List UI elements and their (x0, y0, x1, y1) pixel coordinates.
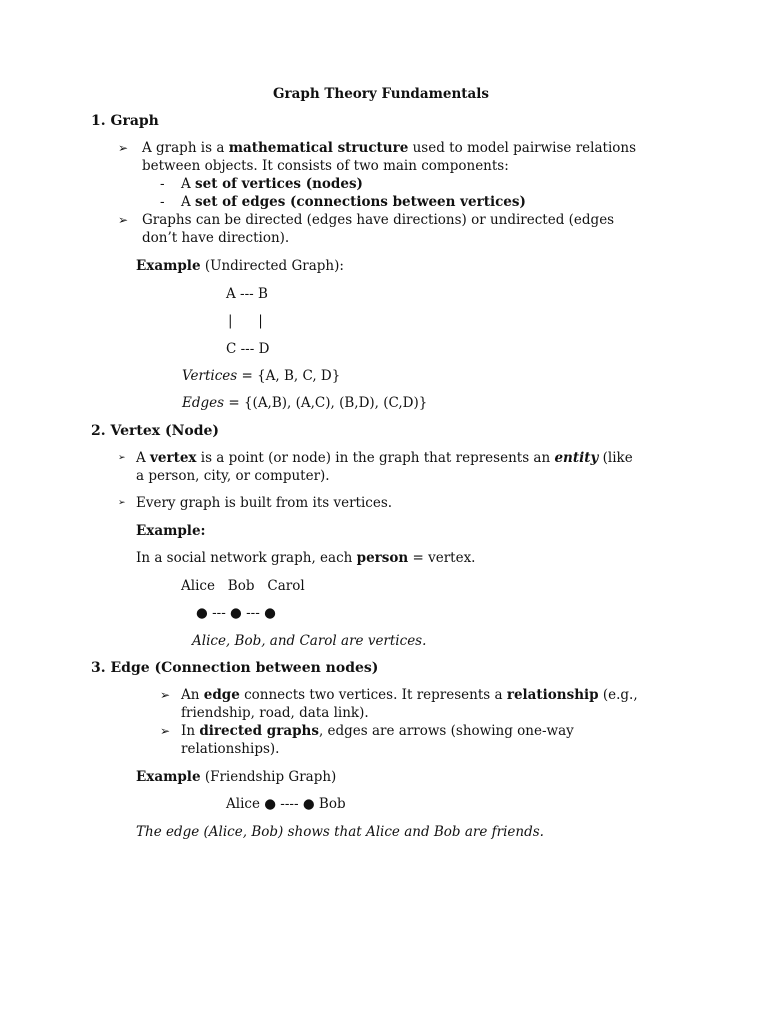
example-vertex-label: Example: (136, 523, 206, 539)
bullet-arrow-icon: ➢ (118, 141, 129, 155)
vertex-names: Alice Bob Carol (181, 578, 305, 594)
directed-graph-line1: In directed graphs, edges are arrows (showing one-way (181, 723, 574, 739)
bullet-arrow-icon: ➢ (118, 498, 126, 508)
component-edges: A set of edges (connections between vertices) (181, 194, 526, 210)
graph-definition-line2: between objects. It consists of two main components: (142, 158, 509, 174)
bullet-arrow-icon: ➢ (118, 213, 129, 227)
edges-set: Edges = {(A,B), (A,C), (B,D), (C,D)} (182, 395, 428, 411)
dash-bullet-icon: - (160, 176, 165, 192)
social-network-line: In a social network graph, each person = vertex. (136, 550, 476, 566)
bullet-arrow-icon: ➢ (160, 724, 171, 738)
section-heading-graph: 1. Graph (91, 113, 159, 129)
vertex-dots-diagram: ● --- ● --- ● (196, 605, 276, 621)
diagram-row-cd: C --- D (226, 341, 270, 357)
dash-bullet-icon: - (160, 194, 165, 210)
directed-graph-line2: relationships). (181, 741, 280, 757)
example-friendship-label: Example (Friendship Graph) (136, 769, 337, 785)
edge-definition-line2: friendship, road, data link). (181, 705, 369, 721)
diagram-row-ab: A --- B (226, 286, 268, 302)
section-heading-edge: 3. Edge (Connection between nodes) (91, 660, 379, 676)
vertex-definition-line1: A vertex is a point (or node) in the graph that represents an entity (like (136, 450, 633, 466)
friendship-diagram: Alice ● ---- ● Bob (226, 796, 346, 812)
vertex-built-line: Every graph is built from its vertices. (136, 495, 393, 511)
component-vertices: A set of vertices (nodes) (181, 176, 363, 192)
bullet-arrow-icon: ➢ (160, 688, 171, 702)
page-title: Graph Theory Fundamentals (273, 86, 490, 102)
vertices-set: Vertices = {A, B, C, D} (182, 368, 341, 384)
edge-definition-line1: An edge connects two vertices. It represents a relationship (e.g., (181, 687, 638, 703)
directed-undirected-line2: don’t have direction). (142, 230, 290, 246)
diagram-row-pipes: | | (228, 313, 263, 329)
bullet-arrow-icon: ➢ (118, 453, 126, 463)
directed-undirected-line1: Graphs can be directed (edges have directions) or undirected (edges (142, 212, 615, 228)
vertex-definition-line2: a person, city, or computer). (136, 468, 330, 484)
example-undirected-label: Example (Undirected Graph): (136, 258, 344, 274)
graph-definition-line1: A graph is a mathematical structure used to model pairwise relations (142, 140, 637, 156)
section-heading-vertex: 2. Vertex (Node) (91, 423, 220, 439)
vertex-caption: Alice, Bob, and Carol are vertices. (192, 633, 427, 649)
edge-caption: The edge (Alice, Bob) shows that Alice and Bob are friends. (136, 824, 544, 840)
